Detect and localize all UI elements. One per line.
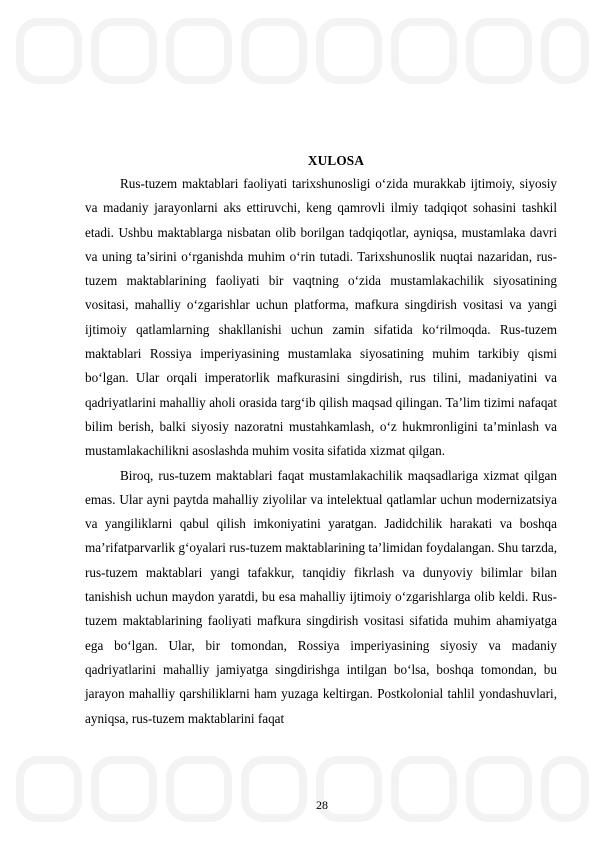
document-title: XULOSA	[307, 153, 365, 168]
document-body	[85, 172, 557, 731]
page-number: 28	[316, 798, 328, 812]
paragraph-1: Rus-tuzem maktablari faoliyati tarixshunosligi o‘zida murakkab ijtimoiy, siyosiy va madaniy jarayonlarni aks ettiruvchi, keng qamrovli ilmiy tadqiqot sohasini tashkil etadi. Ushbu maktablarga nisbatan olib borilgan tadqiqotlar, ayniqsa, mustamlaka davri va uning ta’sirini o‘rganishda muhim o‘rin tutadi. Tarixshunoslik nuqtai nazaridan, rus-tuzem maktablarining faoliyati bir vaqtning o‘zida mustamlakachilik siyosatining vositasi, mahalliy o‘zgarishlar uchun platforma, mafkura singdirish vositasi va yangi ijtimoiy qatlamlarning shakllanishi uchun zamin sifatida ko‘rilmoqda. Rus-tuzem maktablari Rossiya imperiyasining mustamlaka siyosatining muhim tarkibiy qismi bo‘lgan. Ular orqali imperatorlik mafkurasini singdirish, rus tilini, madaniyatini va qadriyatlarini mahalliy aholi orasida targ‘ib qilish maqsad qilingan. Ta’lim tizimi nafaqat bilim berish, balki siyosiy nazoratni mustahkamlash, o‘z hukmronligini ta’minlash va mustamlakachilikni asoslashda muhim vosita sifatida xizmat qilgan.	[85, 176, 557, 459]
paragraph-2: Biroq, rus-tuzem maktablari faqat mustamlakachilik maqsadlariga xizmat qilgan emas. Ular ayni paytda mahalliy ziyolilar va intelektual qatlamlar uchun modernizatsiya va yangiliklarni qabul qilish imkoniyatini yaratgan. Jadidchilik harakati va boshqa ma’rifatparvarlik g‘oyalari rus-tuzem maktablarining ta’limidan foydalangan. Shu tarzda, rus-tuzem maktablari yangi tafakkur, tanqidiy fikrlash va dunyoviy bilimlar bilan tanishish uchun maydon yaratdi, bu esa mahalliy ijtimoiy o‘zgarishlarga olib keldi. Rus-tuzem maktablarining faoliyati mafkura singdirish vositasi sifatida muhim ahamiyatga ega bo‘lgan. Ular, bir tomondan, Rossiya imperiyasining siyosiy va madaniy qadriyatlarini mahalliy jamiyatga singdirishga intilgan bo‘lsa, boshqa tomondan, bu jarayon mahalliy qarshiliklarni ham yuzaga keltirgan. Postkolonial tahlil yondashuvlari, ayniqsa, rus-tuzem maktablarini faqat	[85, 467, 558, 726]
